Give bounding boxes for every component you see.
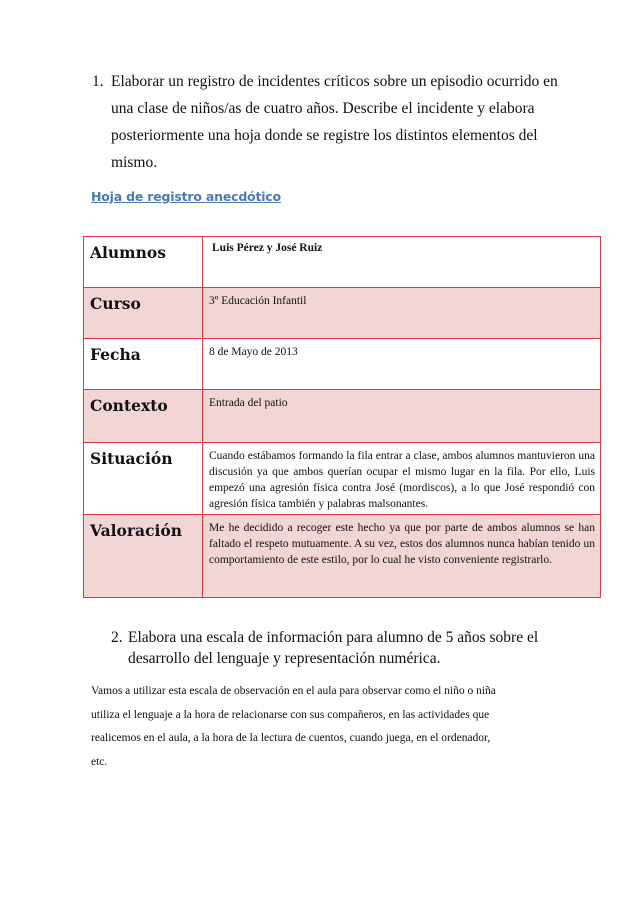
table-row-alumnos	[84, 237, 601, 288]
question-1-line: Elaborar un registro de incidentes críticos sobre un episodio ocurrido en	[111, 73, 558, 90]
row-label: Contexto	[84, 390, 203, 443]
body-paragraph	[91, 680, 551, 774]
row-value: Me he decidido a recoger este hecho ya que por parte de ambos alumnos se han faltado el respeto mutuamente. A su vez, estos dos alumnos nunca habían tenido un comportamiento de este estilo, por lo cual he visto conveniente registrarlo.	[203, 515, 601, 598]
paragraph-line: utiliza el lenguaje a la hora de relacionarse con sus compañeros, en las actividades que	[91, 708, 490, 721]
row-value: Luis Pérez y José Ruiz	[203, 237, 601, 288]
question-1-text	[92, 68, 558, 176]
section-subtitle: Hoja de registro anecdótico	[91, 189, 281, 204]
question-1-line: posteriormente una hoja donde se registre los distintos elementos del	[111, 127, 538, 144]
row-label: Fecha	[84, 339, 203, 390]
row-label: Curso	[84, 288, 203, 339]
question-2-number: 2.	[111, 629, 123, 646]
question-1-line: mismo.	[111, 154, 158, 171]
table-row-contexto	[84, 390, 601, 443]
row-label: Alumnos	[84, 237, 203, 288]
question-2-line: Elabora una escala de información para alumno de 5 años sobre el	[128, 629, 539, 646]
paragraph-line: Vamos a utilizar esta escala de observación en el aula para observar como el niño o niña	[91, 685, 496, 697]
anecdotal-record-table	[83, 236, 601, 598]
question-1-number: 1.	[92, 73, 104, 90]
table-row-fecha	[84, 339, 601, 390]
row-value: 3º Educación Infantil	[203, 288, 601, 339]
question-2	[111, 627, 551, 669]
table-row-situacion	[84, 443, 601, 515]
table-row-curso	[84, 288, 601, 339]
question-2-line: desarrollo del lenguaje y representación numérica.	[128, 650, 441, 667]
row-value: Cuando estábamos formando la fila entrar a clase, ambos alumnos mantuvieron una discusión ya que ambos querían ocupar el mismo lugar en la fila. Por ello, Luis empezó una agresión física contra José (mordiscos), a lo que José respondió con agresión física también y palabras malsonantes.	[203, 443, 601, 515]
table-row-valoracion	[84, 515, 601, 598]
row-label: Valoración	[84, 515, 203, 598]
question-2-text	[111, 627, 551, 669]
paragraph-line: etc.	[91, 755, 108, 768]
question-1-line: una clase de niños/as de cuatro años. Describe el incidente y elabora	[111, 100, 535, 117]
question-1	[92, 68, 558, 176]
row-label: Situación	[84, 443, 203, 515]
row-value: Entrada del patio	[203, 390, 601, 443]
paragraph-line: realicemos en el aula, a la hora de la lectura de cuentos, cuando juega, en el ordenador,	[91, 732, 491, 744]
row-value: 8 de Mayo de 2013	[203, 339, 601, 390]
